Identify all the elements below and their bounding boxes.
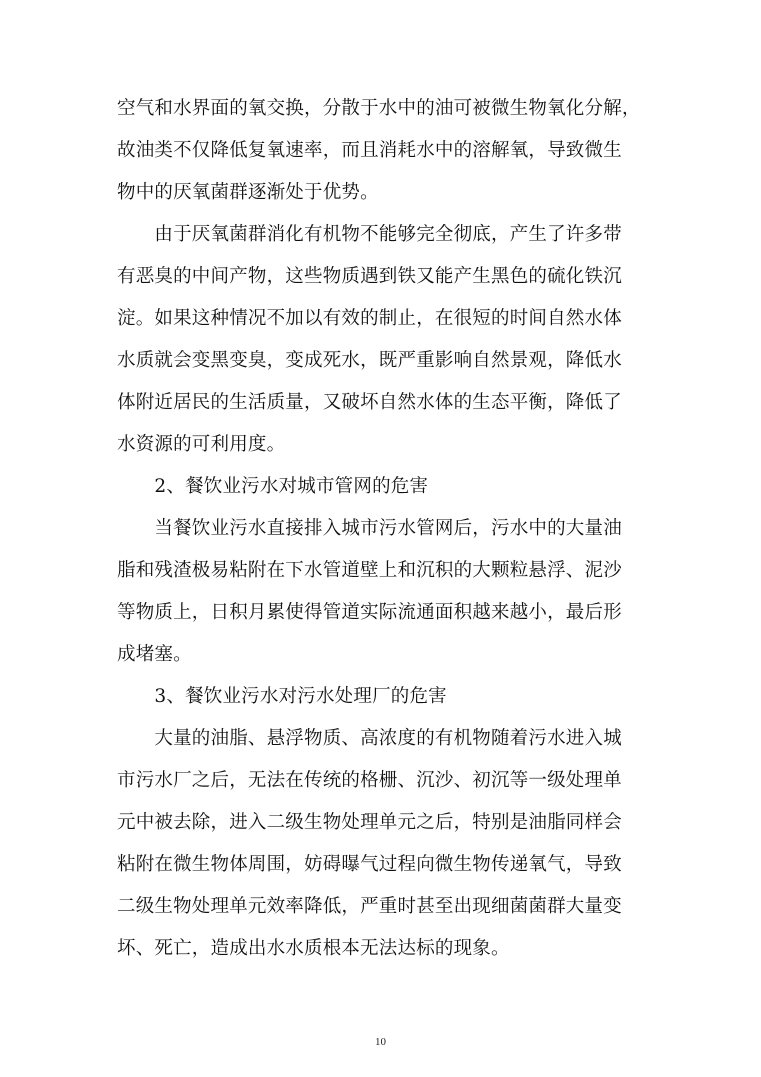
text-line: 水资源的可利用度。 — [117, 434, 286, 455]
text-line: 等物质上，日积月累使得管道实际流通面积越来越小，最后形 — [117, 602, 622, 623]
text-line: 脂和残渣极易粘附在下水管道壁上和沉积的大颗粒悬浮、泥沙 — [117, 560, 622, 581]
body-text — [117, 88, 642, 970]
text-line: 水质就会变黑变臭，变成死水，既严重影响自然景观，降低水 — [117, 350, 622, 371]
text-line: 体附近居民的生活质量，又破坏自然水体的生态平衡，降低了 — [117, 392, 622, 413]
text-line: 有恶臭的中间产物，这些物质遇到铁又能产生黑色的硫化铁沉 — [117, 266, 622, 287]
section-heading-3: 3、餐饮业污水对污水处理厂的危害 — [117, 686, 447, 707]
paragraph-start-line: 当餐饮业污水直接排入城市污水管网后，污水中的大量油 — [117, 518, 622, 539]
text-line: 元中被去除，进入二级生物处理单元之后，特别是油脂同样会 — [117, 812, 622, 833]
text-line: 二级生物处理单元效率降低，严重时甚至出现细菌菌群大量变 — [117, 896, 622, 917]
text-line: 坏、死亡，造成出水水质根本无法达标的现象。 — [117, 938, 510, 959]
text-line: 粘附在微生物体周围，妨碍曝气过程向微生物传递氧气，导致 — [117, 854, 622, 875]
text-line: 淀。如果这种情况不加以有效的制止，在很短的时间自然水体 — [117, 308, 622, 329]
text-line: 故油类不仅降低复氧速率，而且消耗水中的溶解氧，导致微生 — [117, 140, 622, 161]
page-number: 10 — [375, 1036, 386, 1048]
text-line: 成堵塞。 — [117, 644, 192, 665]
section-heading-2: 2、餐饮业污水对城市管网的危害 — [117, 476, 429, 497]
paragraph-start-line: 由于厌氧菌群消化有机物不能够完全彻底，产生了许多带 — [117, 224, 622, 245]
text-line: 物中的厌氧菌群逐渐处于优势。 — [117, 182, 379, 203]
text-line: 市污水厂之后，无法在传统的格栅、沉沙、初沉等一级处理单 — [117, 770, 622, 791]
text-line: 空气和水界面的氧交换，分散于水中的油可被微生物氧化分解， — [117, 98, 641, 119]
paragraph-start-line: 大量的油脂、悬浮物质、高浓度的有机物随着污水进入城 — [117, 728, 622, 749]
